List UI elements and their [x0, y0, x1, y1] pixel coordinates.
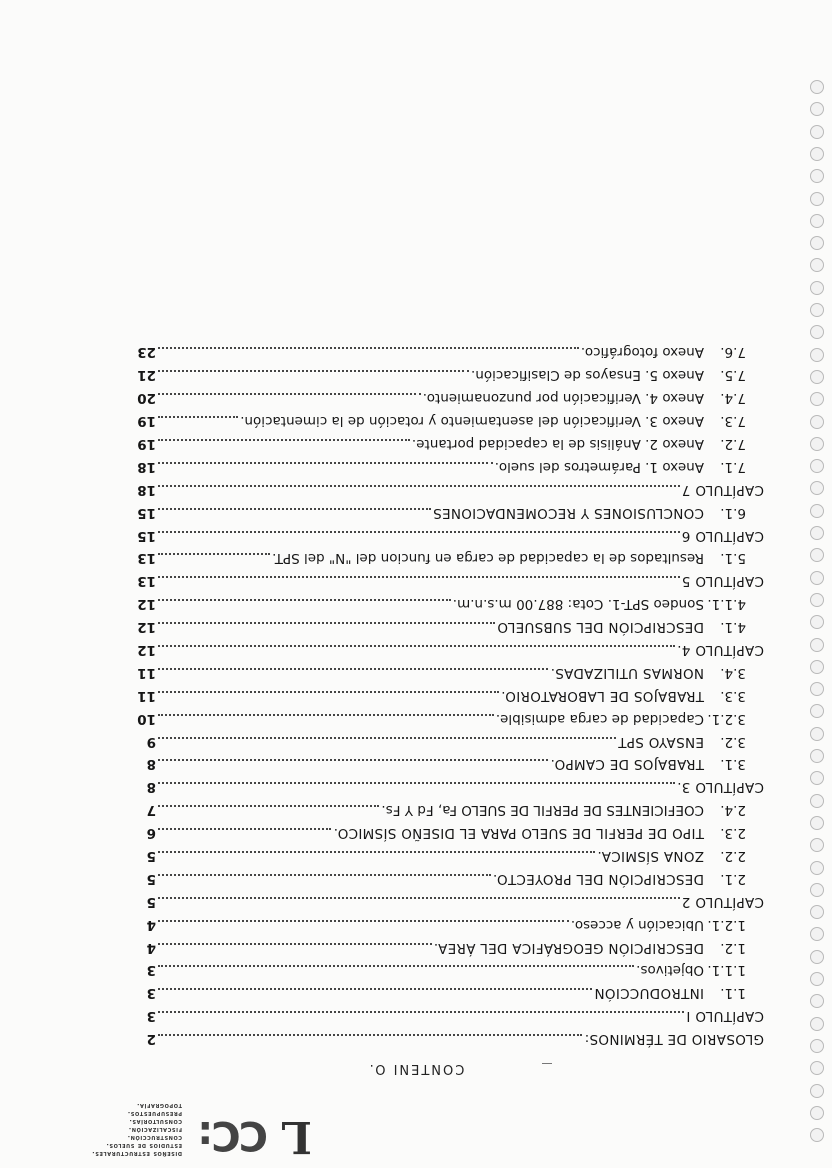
- toc-entry-title: Anexo fotográfico.: [580, 344, 704, 361]
- toc-entry-title: Anexo 2. Análisis de la capacidad portante.: [411, 435, 704, 452]
- toc-entry-page: 11: [137, 664, 156, 681]
- toc-entry-number: 1.1.1.: [707, 962, 746, 979]
- toc-leader-dots: [158, 645, 675, 647]
- toc-entry: [137, 504, 764, 528]
- toc-entry: [137, 687, 764, 711]
- toc-entry: [137, 550, 764, 573]
- toc-entry-number: 3.3.: [720, 687, 746, 704]
- toc-entry-title: CONCLUSIONES Y RECOMENDACIONES: [432, 504, 704, 521]
- toc-entry-page: 20: [137, 390, 156, 407]
- toc-leader-dots: [158, 805, 379, 807]
- toc-entry-number: 2.4.: [720, 802, 746, 819]
- toc-leader-dots: [158, 920, 569, 922]
- toc-entry-page: 15: [137, 527, 156, 544]
- toc-leader-dots: [158, 439, 410, 441]
- toc-entry-page: 8: [146, 779, 156, 796]
- toc-entry-number: 7.2.: [720, 435, 746, 452]
- toc-entry-page: 13: [137, 573, 156, 590]
- toc-entry-page: 13: [137, 550, 156, 567]
- toc-entry-number: 3.2.1.: [707, 710, 746, 727]
- toc-entry: [140, 825, 764, 848]
- toc-entry-number: 2.2.: [720, 847, 746, 864]
- toc-entry-title: TIPO DE PERFIL DE SUELO PARA EL DISEÑO SÍSMICO.: [333, 825, 704, 842]
- toc-entry-number: 3.2.: [720, 733, 746, 750]
- toc-entry-number: 1.2.1.: [707, 916, 746, 933]
- service-item: topografía.: [136, 1102, 182, 1110]
- toc-leader-dots: [158, 553, 270, 555]
- toc-entry: [140, 734, 764, 757]
- toc-leader-dots: [158, 508, 431, 510]
- toc-entry-page: 3: [146, 962, 156, 979]
- toc-entry-page: 7: [146, 802, 156, 819]
- toc-leader-dots: [158, 897, 680, 899]
- toc-entry: [140, 1031, 764, 1054]
- toc-entry-page: 12: [137, 596, 156, 613]
- toc-entry-number: 4.1.1.: [707, 596, 746, 613]
- toc-entry: [137, 527, 764, 551]
- toc-entry-title: Ubicación y acceso.: [570, 916, 704, 933]
- toc-entry-title: ZONA SÍSMICA.: [597, 847, 704, 864]
- toc-entry-page: 6: [146, 825, 156, 842]
- toc-entry: [137, 481, 764, 505]
- toc-entry-number: 7.4.: [720, 390, 746, 407]
- toc-leader-dots: [158, 782, 675, 784]
- toc-leader-dots: [158, 737, 616, 739]
- toc-entry: [140, 1008, 764, 1031]
- toc-entry: [140, 894, 764, 917]
- toc-leader-dots: [158, 691, 499, 693]
- toc-entry: [137, 435, 764, 459]
- toc-entry-number: 6.1.: [720, 504, 746, 521]
- toc-entry-title: TRABAJOS DE CAMPO.: [550, 756, 704, 773]
- toc-entry-title: GLOSARIO DE TÉRMINOS:: [584, 1031, 764, 1048]
- toc-entry-number: 2.1.: [720, 870, 746, 887]
- toc-leader-dots: [158, 988, 592, 990]
- toc-entry-page: 19: [137, 413, 156, 430]
- toc-title: CONTENI O.: [367, 1061, 465, 1076]
- toc-entry-title: NORMAS UTILIZADAS.: [550, 664, 704, 681]
- toc-entry-title: CAPÍTULO 6: [681, 527, 764, 544]
- toc-entry-number: 1.2.: [720, 939, 746, 956]
- toc-leader-dots: [158, 851, 595, 853]
- toc-entry-title: ENSAYO SPT: [617, 733, 704, 750]
- toc-entry: [137, 573, 764, 596]
- toc-entry-page: 11: [137, 687, 156, 704]
- toc-leader-dots: [158, 393, 421, 395]
- toc-entry-page: 5: [146, 893, 156, 910]
- service-item: fiscalización.: [128, 1126, 182, 1134]
- toc-entry-number: 7.6.: [720, 344, 746, 361]
- toc-entry-page: 12: [137, 619, 156, 636]
- toc-entry-page: 9: [146, 733, 156, 750]
- toc-entry-title: Resultados de la capacidad de carga en funcion del "N" del SPT.: [272, 550, 704, 567]
- toc-entry: [140, 962, 764, 985]
- toc-entry-title: DESCRIPCIÓN GEOGRÁFICA DEL ÁREA.: [433, 939, 704, 956]
- toc-leader-dots: [158, 714, 494, 716]
- toc-entry-title: CAPÍTULO 7: [681, 481, 764, 498]
- toc-entry-page: 12: [137, 641, 156, 658]
- toc-entry-page: 3: [146, 1008, 156, 1025]
- service-item: presupuestos.: [127, 1110, 182, 1118]
- toc-entry: [140, 802, 764, 825]
- toc-entry: [137, 664, 764, 688]
- toc-entry: [137, 596, 764, 619]
- toc-leader-dots: [158, 1034, 582, 1036]
- toc-entry: [140, 779, 764, 802]
- toc-entry-title: CAPÍTULO 2: [681, 893, 764, 910]
- toc-entry-title: COEFICIENTES DE PERFIL DE SUELO Fa, Fd Y Fs.: [381, 802, 704, 819]
- toc-entry-page: 5: [146, 870, 156, 887]
- toc-entry: [137, 641, 764, 665]
- toc-entry: [137, 619, 764, 642]
- toc-leader-dots: [158, 531, 680, 533]
- toc-entry-title: CAPÍTULO 4.: [676, 641, 764, 658]
- toc-leader-dots: [158, 1011, 684, 1013]
- toc-entry-page: 15: [137, 504, 156, 521]
- toc-entry-number: 4.1.: [720, 619, 746, 636]
- toc-entry-title: Objetivos.: [636, 962, 704, 979]
- toc-entry-number: 1.1.: [720, 985, 746, 1002]
- toc-entry: [137, 458, 764, 482]
- toc-entry-title: Anexo 5. Ensayos de Clasificación.: [470, 367, 704, 384]
- logo-letter-l: L: [281, 1111, 312, 1162]
- toc-leader-dots: [158, 828, 331, 830]
- toc-leader-dots: [158, 965, 634, 967]
- toc-entry-page: 23: [137, 344, 156, 361]
- toc-leader-dots: [158, 759, 548, 761]
- toc-leader-dots: [158, 622, 495, 624]
- toc-leader-dots: [158, 485, 680, 487]
- toc-entry-page: 2: [146, 1031, 156, 1048]
- toc-entry: [137, 390, 764, 413]
- toc-entry-page: 18: [137, 481, 156, 498]
- toc-entry-page: 10: [137, 710, 156, 727]
- toc-entry-number: 3.4.: [720, 664, 746, 681]
- toc-leader-dots: [158, 943, 432, 945]
- toc-entry-page: 5: [146, 847, 156, 864]
- toc-entry: [137, 413, 764, 436]
- toc-entry-page: 21: [137, 367, 156, 384]
- toc-entry-title: INTRODUCCIÓN: [594, 985, 704, 1002]
- toc-entry-page: 8: [146, 756, 156, 773]
- toc-entry: [140, 848, 764, 871]
- company-logo: [200, 1110, 320, 1162]
- toc-leader-dots: [158, 576, 680, 578]
- table-of-contents: [137, 344, 764, 1054]
- toc-entry-title: CAPÍTULO 5: [681, 573, 764, 590]
- toc-leader-dots: [158, 416, 238, 418]
- toc-entry-page: 18: [137, 458, 156, 475]
- toc-entry-title: TRABAJOS DE LABORATORIO.: [500, 687, 704, 704]
- toc-entry-title: DESCRIPCIÓN DEL PROYECTO.: [492, 870, 704, 887]
- service-item: construcción.: [127, 1134, 182, 1142]
- toc-leader-dots: [158, 462, 493, 464]
- toc-entry-title: Sondeo SPT-1. Cota: 887.00 m.s.n.m.: [452, 596, 704, 613]
- toc-entry: [140, 871, 764, 894]
- toc-entry-number: 7.5.: [720, 367, 746, 384]
- service-item: diseños estructurales.: [91, 1150, 182, 1158]
- toc-entry-page: 4: [146, 939, 156, 956]
- toc-entry: [137, 367, 764, 390]
- toc-entry-title: Anexo 4. Verificación por punzonamiento.: [422, 390, 704, 407]
- toc-entry-title: CAPÍTULO 3.: [676, 779, 764, 796]
- toc-entry: [137, 710, 764, 734]
- toc-entry-title: Anexo 3. Verificación del asentamiento y rotación de la cimentación.: [240, 413, 704, 430]
- scan-mark: [542, 1063, 552, 1064]
- toc-entry-page: 4: [146, 916, 156, 933]
- toc-entry-title: DESCRIPCIÓN DEL SUBSUELO: [497, 619, 704, 636]
- toc-entry-number: 7.3.: [720, 413, 746, 430]
- service-item: consultorías.: [128, 1118, 182, 1126]
- toc-entry-page: 19: [137, 435, 156, 452]
- toc-entry: [140, 985, 764, 1008]
- toc-entry: [137, 344, 764, 367]
- toc-entry-number: 5.1.: [720, 550, 746, 567]
- toc-entry-page: 3: [146, 985, 156, 1002]
- service-item: estudios de suelos.: [105, 1142, 182, 1150]
- toc-leader-dots: [158, 370, 469, 372]
- toc-leader-dots: [158, 599, 451, 601]
- toc-entry-number: 7.1.: [720, 458, 746, 475]
- toc-entry-title: CAPÍTULO I: [686, 1008, 764, 1025]
- toc-entry-title: Anexo 1. Parámetros del suelo.: [494, 458, 704, 475]
- logo-letters-cc: CC:: [199, 1112, 268, 1158]
- toc-leader-dots: [158, 347, 579, 349]
- toc-entry: [140, 940, 764, 963]
- toc-entry-number: 2.3.: [720, 825, 746, 842]
- services-list: [92, 1102, 182, 1158]
- toc-entry: [140, 756, 764, 779]
- toc-entry-number: 3.1.: [720, 756, 746, 773]
- toc-entry: [140, 917, 764, 940]
- toc-leader-dots: [158, 668, 548, 670]
- toc-entry-title: Capacidad de carga admisible.: [495, 710, 704, 727]
- toc-leader-dots: [158, 874, 491, 876]
